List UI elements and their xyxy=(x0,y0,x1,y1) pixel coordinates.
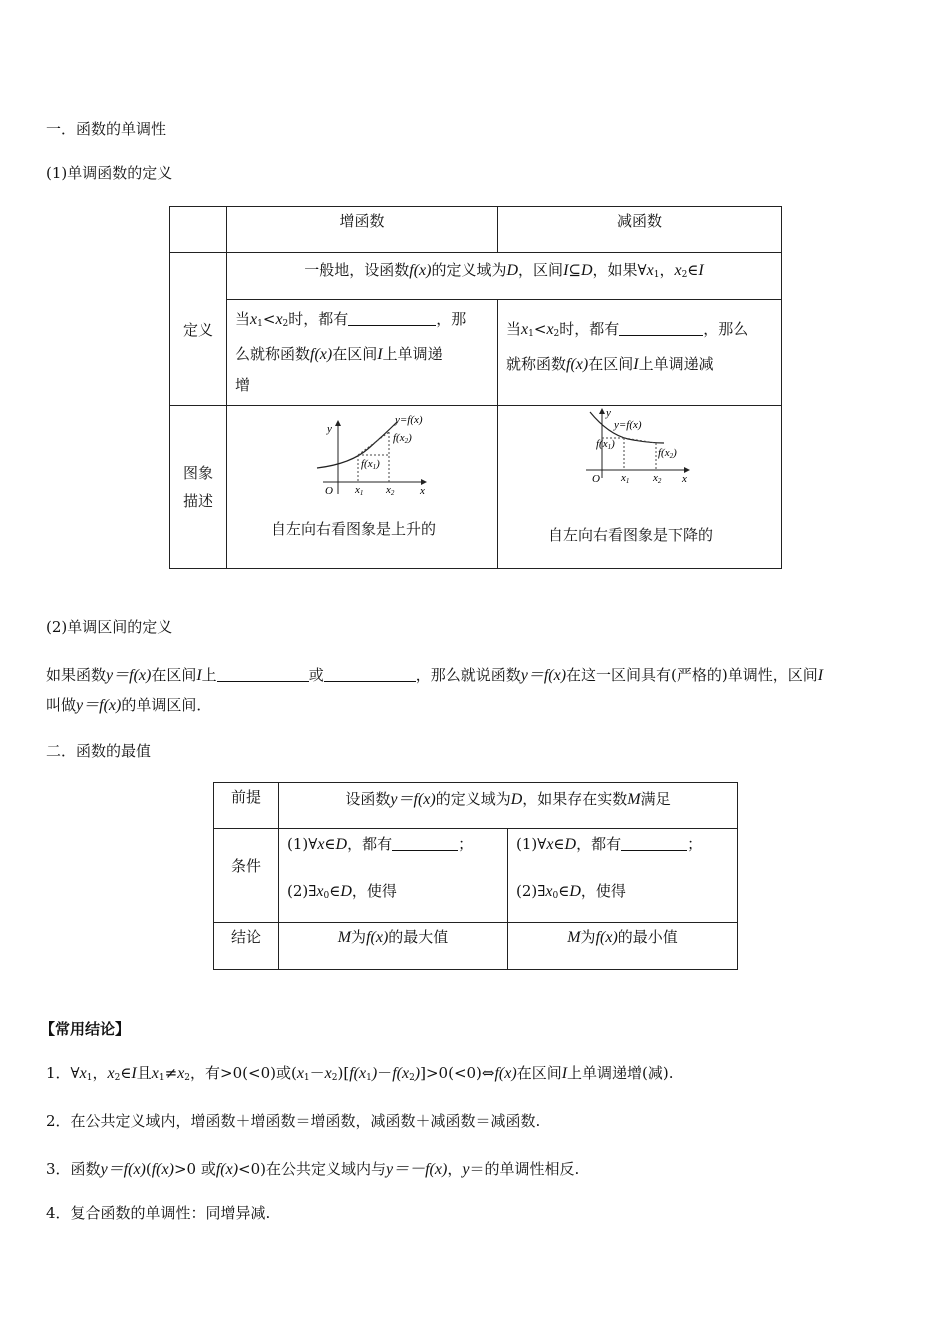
section1-title: 一．函数的单调性 xyxy=(46,120,167,138)
increasing-graph xyxy=(303,410,433,500)
corner-cell xyxy=(170,207,227,253)
section1-sub2: (2)单调区间的定义 xyxy=(46,618,173,636)
general-definition: 一般地，设函数f(x)的定义域为D，区间I⊆D，如果$\forall x_1$，$x_2\in I$ xyxy=(227,253,782,300)
interval-def-line1: 如果函数y＝f(x)在区间I上 或 ，那么就说函数y＝f(x)在这一区间具有(严格的)单调性，区间I xyxy=(46,666,824,684)
section2-title: 二．函数的最值 xyxy=(46,742,152,760)
premise-text: 设函数y＝f(x)的定义域为D，如果存在实数M满足 xyxy=(279,783,738,829)
conclusion-item-4: 4．复合函数的单调性：同增异减. xyxy=(46,1204,271,1222)
decreasing-graph-cell xyxy=(498,406,782,569)
y-axis-arrow xyxy=(599,408,605,414)
function-label: y=f(x) xyxy=(614,419,642,431)
x2-label: x2 xyxy=(386,484,395,497)
fx2-label: f(x2) xyxy=(393,432,412,445)
header-decreasing: 减函数 xyxy=(498,207,782,253)
blank-decreasing[interactable] xyxy=(619,321,703,336)
increasing-graph-cell xyxy=(227,406,498,569)
x-label: x xyxy=(420,485,425,497)
increasing-definition: 当$x_1<x_2$时，都有 ，那 么就称函数f(x)在区间I上单调递 增 xyxy=(227,300,498,406)
header-increasing: 增函数 xyxy=(227,207,498,253)
x2-label: x2 xyxy=(653,472,662,485)
increasing-caption: 自左向右看图象是上升的 xyxy=(271,520,437,538)
row-label-condition: 条件 xyxy=(214,829,279,923)
x1-label: x1 xyxy=(621,472,630,485)
conclusion-item-2: 2．在公共定义域内，增函数＋增函数＝增函数，减函数＋减函数＝减函数. xyxy=(46,1112,541,1130)
row-label-definition: 定义 xyxy=(170,253,227,406)
section1-sub1: (1)单调函数的定义 xyxy=(46,164,173,182)
min-condition: (1)∀x∈D，都有 ； $(2)\exists x_0\in D$，使得 xyxy=(508,829,738,923)
blank-min-condition[interactable] xyxy=(621,836,687,851)
decreasing-caption: 自左向右看图象是下降的 xyxy=(548,526,714,544)
blank-max-condition[interactable] xyxy=(392,836,458,851)
origin-label: O xyxy=(592,473,600,485)
max-conclusion: M为f(x)的最大值 xyxy=(279,923,508,970)
decreasing-definition: 当$x_1<x_2$时，都有 ，那么 就称函数f(x)在区间I上单调递减 xyxy=(498,300,782,406)
x1-label: x1 xyxy=(355,484,364,497)
x-label: x xyxy=(682,473,687,485)
monotonic-table xyxy=(169,206,782,569)
blank-increasing[interactable] xyxy=(348,311,436,326)
y-axis-arrow xyxy=(335,420,341,426)
interval-def-line2: 叫做y＝f(x)的单调区间． xyxy=(46,696,212,714)
decreasing-graph xyxy=(584,406,700,486)
max-condition: (1)∀x∈D，都有 ； $(2)\exists x_0\in D$，使得 xyxy=(279,829,508,923)
fx1-label: f(x1) xyxy=(361,458,380,471)
fx2-label: f(x2) xyxy=(658,447,677,460)
row-label-conclusion: 结论 xyxy=(214,923,279,970)
origin-label: O xyxy=(325,485,333,497)
fx1-label: f(x1) xyxy=(596,438,615,451)
y-label: y xyxy=(327,423,332,435)
conclusion-item-1: 1．$\forall x_1$，$x_2\in I$且$x_1\ne x_2$，有>0(<0)或$(x_1-x_2)[f(x_1)-f(x_2)]>0(<0)\Leftrightarrow f(x)$在区间I上单调递增(减). xyxy=(46,1064,674,1083)
y-label: y xyxy=(606,407,611,419)
function-label: y=f(x) xyxy=(395,414,423,426)
extremum-table xyxy=(213,782,738,970)
row-label-graph: 图象 描述 xyxy=(170,406,227,569)
blank-interval-inc[interactable] xyxy=(217,667,309,682)
min-conclusion: M为f(x)的最小值 xyxy=(508,923,738,970)
row-label-premise: 前提 xyxy=(214,783,279,829)
blank-interval-dec[interactable] xyxy=(324,667,416,682)
conclusion-item-3: 3．函数y＝f(x)(f(x)>0 或f(x)<0)在公共定义域内与y＝－f(x)，y＝的单调性相反. xyxy=(46,1160,580,1178)
conclusions-title: 【常用结论】 xyxy=(40,1020,131,1038)
